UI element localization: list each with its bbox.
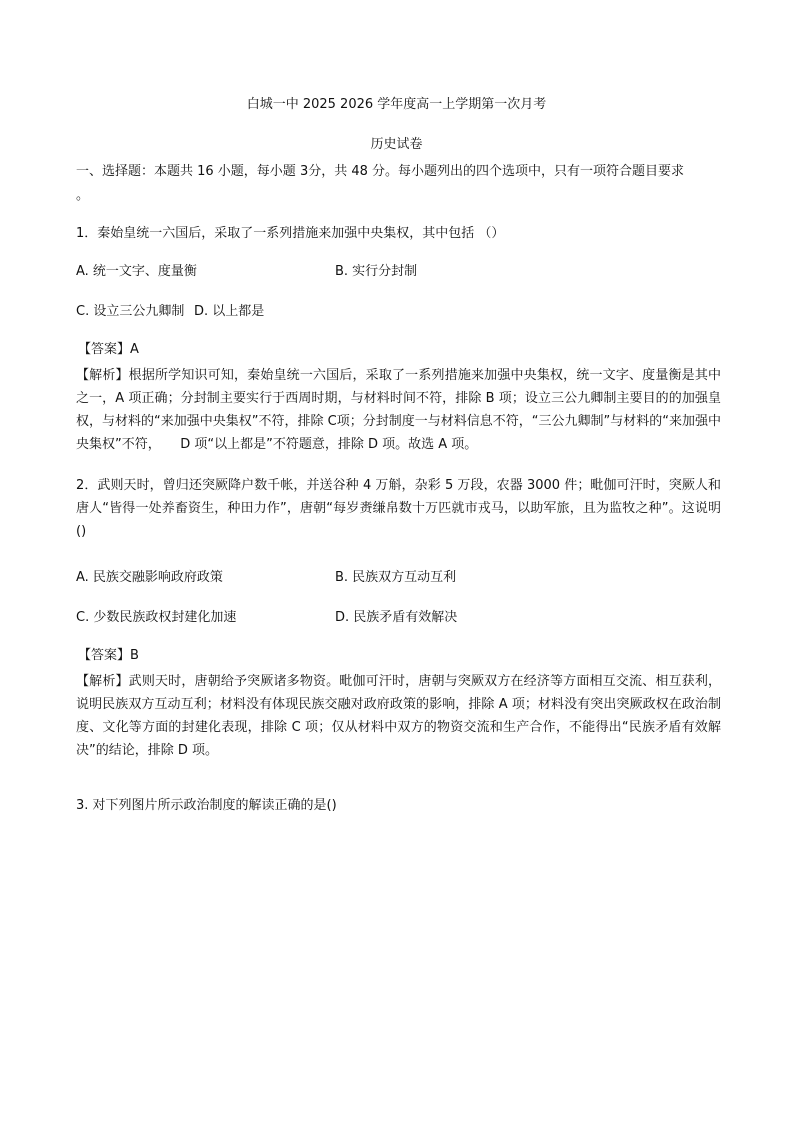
exam-subtitle: 历史试卷 <box>370 137 423 152</box>
question-2-answer: 【答案】B <box>78 648 139 663</box>
question-2-option-b: B. 民族双方互动互利 <box>335 570 457 585</box>
question-2-analysis: 【解析】武则天时，唐朝给予突厥诸多物资。毗伽可汗时，唐朝与突厥双方在经济等方面相互交流、相互获利，说明民族双方互动互利；材料没有体现民族交融对政府政策的影响，排除 A 项；材料没有突出突厥政权在政治制度、文化等方面的封建化表现，排除 C 项；仅从材料中双方的物资交流和生产合作，不能得出“民族矛盾有效解决”的结论，排除 D 项。 <box>76 674 721 758</box>
question-1-analysis: 【解析】根据所学知识可知，秦始皇统一六国后，采取了一系列措施来加强中央集权，统一文字、度量衡是其中之一，A 项正确；分封制主要实行于西周时期，与材料时间不符，排除 B 项；设立三公九卿制主要目的的加强皇权，与材料的“来加强中央集权”不符，排除 C项；分封制度一与材料信息不符，“三公九卿制”与材料的“来加强中央集权”不符， D 项“以上都是”不符题意，排除 D 项。故选 A 项。 <box>76 368 721 452</box>
question-1-stem: 1．秦始皇统一六国后，采取了一系列措施来加强中央集权，其中包括 （） <box>76 226 505 241</box>
question-1-option-c: C. 设立三公九卿制 <box>76 304 185 319</box>
question-3-stem: 3. 对下列图片所示政治制度的解读正确的是() <box>76 798 337 813</box>
question-1-option-d: D. 以上都是 <box>194 304 265 319</box>
question-1-answer: 【答案】A <box>78 342 139 357</box>
section-heading-tail: 。 <box>76 188 90 203</box>
question-1-option-b: B. 实行分封制 <box>335 264 418 279</box>
question-2-option-c: C. 少数民族政权封建化加速 <box>76 610 237 625</box>
question-2-option-d: D. 民族矛盾有效解决 <box>335 610 458 625</box>
question-1-option-a: A. 统一文字、度量衡 <box>76 264 197 279</box>
question-2-option-a: A. 民族交融影响政府政策 <box>76 570 223 585</box>
exam-title: 白城一中 2025 2026 学年度高一上学期第一次月考 <box>246 97 547 112</box>
question-2-stem: 2．武则天时，曾归还突厥降户数千帐，并送谷种 4 万斛，杂彩 5 万段，农器 3000 件；毗伽可汗时，突厥人和唐人“皆得一处养畜资生，种田力作”，唐朝“每岁赉缣帛数十万匹就市戎马，以助军旅，且为监牧之种”。这说明() <box>76 478 721 539</box>
section-heading: 一、选择题：本题共 16 小题，每小题 3分，共 48 分。每小题列出的四个选项中，只有一项符合题目要求 <box>76 164 685 179</box>
